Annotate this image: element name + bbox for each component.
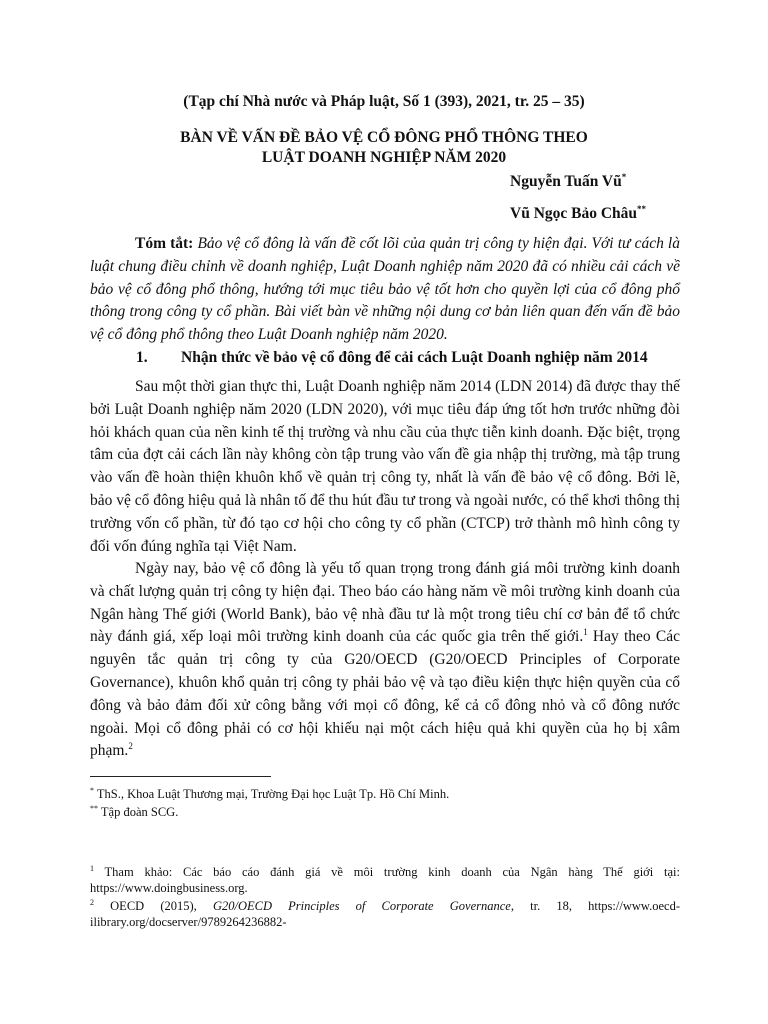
paragraph-text: Hay theo Các nguyên tắc quản trị công ty của G20/OECD (G20/OECD Principles of Corporate Governance), khuôn khổ quản trị công ty phải bảo vệ và tạo điều kiện thực hiện quyền của cổ đông và bảo đảm đối xử công bằng với mọi cổ đông, kể cả cổ đông nhỏ và cổ đông nước ngoài. Mọi cổ đông phải có cơ hội khiếu nại một cách hiệu quả khi quyền của họ bị xâm phạm. <box>90 628 681 760</box>
paragraph-text: Ngày nay, bảo vệ cổ đông là yếu tố quan trọng trong đánh giá môi trường kinh doanh và chất lượng quản trị công ty hiện đại. Theo báo cáo hàng năm về môi trường kinh doanh của Ngân hàng Thế giới (World Bank), bảo vệ nhà đầu tư là một trong tiêu chí cơ bản để tổ chức này đánh giá, xếp loại môi trường kinh doanh của các quốc gia trên thế giới. <box>90 560 680 646</box>
footnote-1 <box>90 864 680 896</box>
author-2 <box>510 204 646 223</box>
footnote-text[interactable]: Tham khảo: Các báo cáo đánh giá về môi trường kinh doanh của Ngân hàng Thế giới tại: https://www.doingbusiness.org. <box>90 865 680 895</box>
author-name: Nguyễn Tuấn Vũ <box>510 173 622 190</box>
title-line-2: LUẬT DOANH NGHIỆP NĂM 2020 <box>261 149 507 166</box>
footnote-text: Tập đoàn SCG. <box>98 805 179 819</box>
section-heading <box>136 349 648 367</box>
footnote-ref-2[interactable]: 2 <box>128 741 133 752</box>
title-line-1: BÀN VỀ VẤN ĐỀ BẢO VỆ CỔ ĐÔNG PHỔ THÔNG THEO <box>180 129 588 146</box>
article-title <box>0 128 768 168</box>
footnote-ref-1[interactable]: 1 <box>583 627 588 638</box>
author-footnote-mark: * <box>621 172 627 182</box>
footnote-link-text[interactable]: , tr. 18, https://www.oecd-ilibrary.org/docserver/9789264236882- <box>90 899 680 929</box>
author-footnote-mark: ** <box>637 204 647 214</box>
footnote-separator <box>90 776 271 777</box>
journal-citation: (Tạp chí Nhà nước và Pháp luật, Số 1 (393), 2021, tr. 25 – 35) <box>183 93 585 110</box>
abstract-label: Tóm tắt: <box>135 235 194 252</box>
footnote-2 <box>90 898 680 930</box>
abstract-text: Bảo vệ cổ đông là vấn đề cốt lõi của quản trị công ty hiện đại. Với tư cách là luật chung điều chỉnh về doanh nghiệp, Luật Doanh nghiệp năm 2020 đã có nhiều cải cách về bảo vệ cổ đông phổ thông, hướng tới mục tiêu bảo vệ tốt hơn cho quyền lợi của cổ đông phổ thông trong công ty cổ phần. Bài viết bàn về những nội dung cơ bản liên quan đến vấn đề bảo vệ cổ đông phổ thông theo Luật Doanh nghiệp năm 2020. <box>90 235 680 344</box>
footnote-text: ThS., Khoa Luật Thương mại, Trường Đại học Luật Tp. Hồ Chí Minh. <box>94 787 450 801</box>
body-paragraph-1: Sau một thời gian thực thi, Luật Doanh nghiệp năm 2014 (LDN 2014) đã được thay thế bởi Luật Doanh nghiệp năm 2020 (LDN 2020), với mục tiêu đáp ứng tốt hơn trước những đòi hỏi khách quan của nền kinh tế thị trường và nhu cầu của thực tiễn kinh doanh. Đặc biệt, trọng tâm của đợt cải cách lần này không còn tập trung vào vấn đề gia nhập thị trường, mà tập trung vào vấn đề hoàn thiện khuôn khổ về quản trị công ty, nhất là vấn đề bảo vệ cổ đông. Bởi lẽ, bảo vệ cổ đông hiệu quả là nhân tố để thu hút đầu tư trong và ngoài nước, có thể khơi thông thị trường vốn cổ phần, từ đó tạo cơ hội cho công ty cổ phần (CTCP) trở thành mô hình công ty đối vốn đúng nghĩa tại Việt Nam. <box>90 378 680 555</box>
footnote-author-2 <box>90 804 680 820</box>
footnote-italic-title: G20/OECD Principles of Corporate Governance <box>212 899 511 913</box>
author-name: Vũ Ngọc Bảo Châu <box>510 205 638 222</box>
footnote-mark: 1 <box>90 864 94 873</box>
abstract <box>90 233 680 347</box>
author-1 <box>510 172 626 191</box>
section-number: 1. <box>136 349 148 366</box>
section-heading-text: Nhận thức về bảo vệ cổ đông để cải cách Luật Doanh nghiệp năm 2014 <box>181 349 648 366</box>
footnote-author-1 <box>90 786 680 802</box>
body-paragraph-2 <box>90 558 680 763</box>
footnote-mark: * <box>90 786 94 795</box>
footnote-mark: 2 <box>90 898 94 907</box>
footnote-mark: ** <box>90 804 98 813</box>
footnote-text: OECD (2015), <box>94 899 213 913</box>
